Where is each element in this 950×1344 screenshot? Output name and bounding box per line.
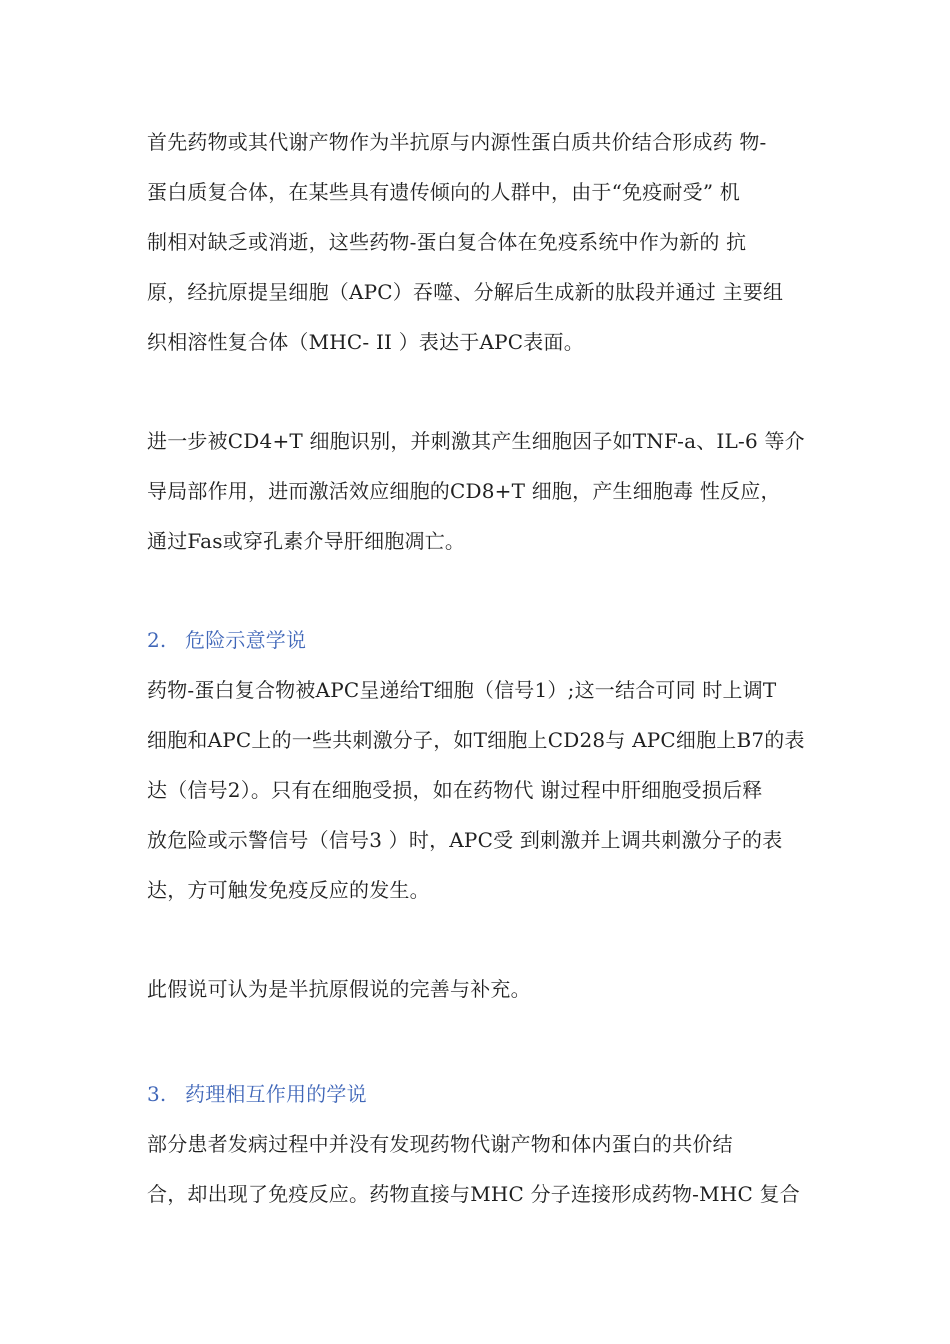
paragraph-line: 原，经抗原提呈细胞（APC）吞噬、分解后生成新的肽段并通过 主要组	[147, 280, 784, 304]
section-title: 药理相互作用的学说	[185, 1082, 367, 1106]
paragraph-line: 药物-蛋白复合物被APC呈递给T细胞（信号1）;这一结合可同 时上调T	[147, 678, 777, 702]
paragraph-line: 首先药物或其代谢产物作为半抗原与内源性蛋白质共价结合形成药 物-	[147, 130, 767, 154]
paragraph-line: 部分患者发病过程中并没有发现药物代谢产物和体内蛋白的共价结	[147, 1132, 733, 1156]
section-title: 危险示意学说	[185, 628, 307, 652]
paragraph-line: 达，方可触发免疫反应的发生。	[147, 878, 430, 902]
paragraph-line: 制相对缺乏或消逝，这些药物-蛋白复合体在免疫系统中作为新的 抗	[147, 230, 747, 254]
section-heading-3	[147, 1080, 367, 1108]
hypothesis-note: 此假说可认为是半抗原假说的完善与补充。	[147, 977, 531, 1001]
paragraph-line: 放危险或示警信号（信号3 ）时，APC受 到刺激并上调共刺激分子的表	[147, 828, 783, 852]
paragraph-line: 细胞和APC上的一些共刺激分子，如T细胞上CD28与 APC细胞上B7的表	[147, 728, 805, 752]
paragraph-line: 进一步被CD4+T 细胞识别，并刺激其产生细胞因子如TNF-a、IL-6 等介	[147, 429, 805, 453]
paragraph-line: 达（信号2）。只有在细胞受损，如在药物代 谢过程中肝细胞受损后释	[147, 778, 763, 802]
section-number: 3.	[147, 1082, 167, 1106]
section-number: 2.	[147, 628, 167, 652]
section-heading-2	[147, 626, 306, 654]
paragraph-line: 织相溶性复合体（MHC- II ）表达于APC表面。	[147, 330, 584, 354]
paragraph-line: 蛋白质复合体，在某些具有遗传倾向的人群中，由于“免疫耐受” 机	[147, 180, 741, 204]
paragraph-line: 导局部作用，进而激活效应细胞的CD8+T 细胞，产生细胞毒 性反应，	[147, 479, 781, 503]
paragraph-line: 通过Fas或穿孔素介导肝细胞凋亡。	[147, 529, 466, 553]
paragraph-line: 合，却出现了免疫反应。药物直接与MHC 分子连接形成药物-MHC 复合	[147, 1182, 800, 1206]
